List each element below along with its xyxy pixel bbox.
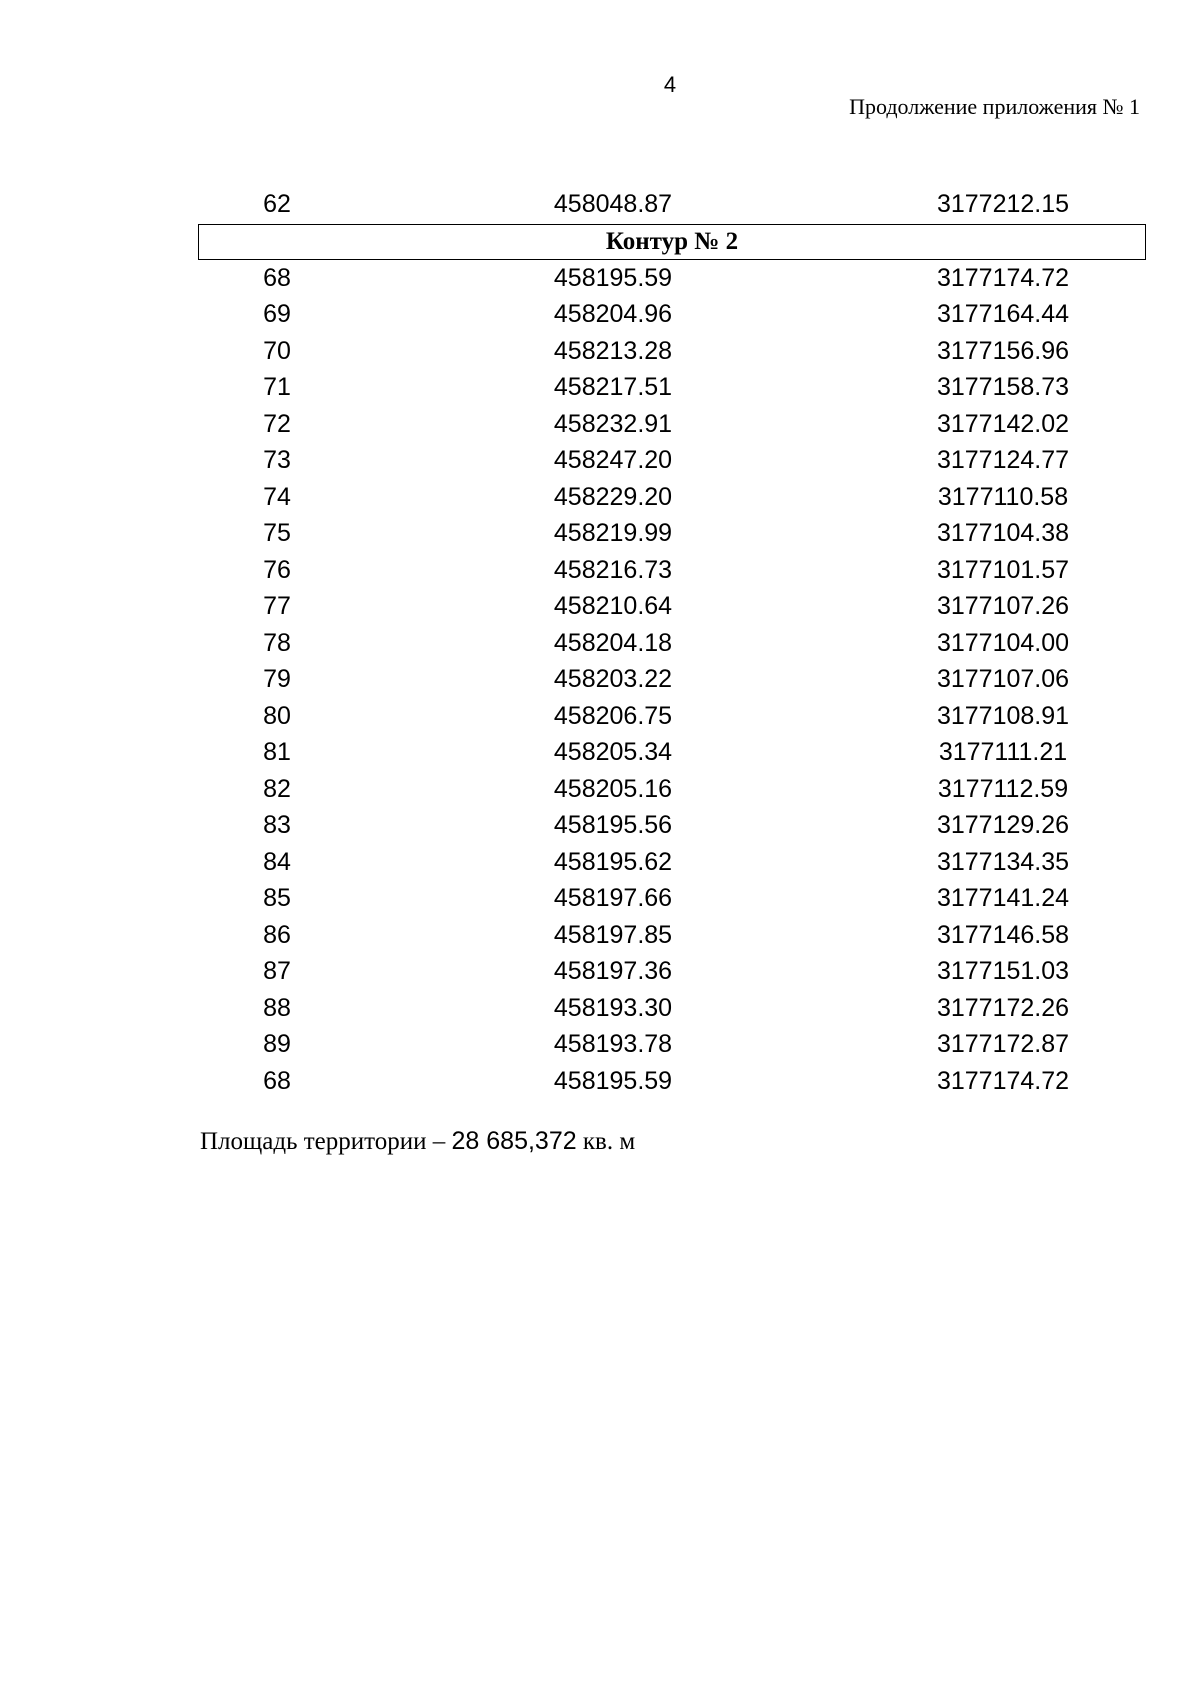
point-number: 88 [263,993,291,1022]
x-coordinate: 458193.78 [553,1030,673,1058]
x-coordinate: 458197.85 [553,920,673,949]
y-coordinate: 3177212.15 [936,190,1070,218]
table-row [198,296,1146,333]
table-row [198,588,1146,625]
point-number: 87 [263,957,291,985]
x-coordinate: 458205.16 [553,774,673,803]
point-number: 75 [263,519,291,547]
x-coordinate: 458203.22 [553,665,673,693]
x-coordinate: 458195.62 [553,847,673,876]
x-coordinate: 458210.64 [553,592,673,620]
point-number: 86 [263,920,291,949]
table-row [198,552,1146,589]
x-coordinate: 458204.96 [553,300,673,328]
area-label: Площадь территории – [200,1128,452,1155]
point-number: 62 [263,190,291,218]
page-number: 4 [663,72,677,97]
point-number: 85 [263,884,291,912]
x-coordinate: 458205.34 [553,738,673,766]
point-number: 70 [263,336,291,365]
table-row [198,917,1146,954]
x-coordinate: 458197.36 [553,957,673,985]
y-coordinate: 3177156.96 [936,336,1070,365]
point-number: 76 [263,555,291,584]
y-coordinate: 3177141.24 [936,884,1070,912]
point-number: 89 [263,1030,291,1058]
appendix-continuation-label: Продолжение приложения № 1 [849,94,1140,119]
table-row [198,771,1146,808]
table-row [198,807,1146,844]
table-row [198,953,1146,990]
point-number: 79 [263,665,291,693]
table-row [198,369,1146,406]
table-row [198,333,1146,370]
point-number: 78 [263,628,291,657]
y-coordinate: 3177124.77 [936,446,1070,474]
y-coordinate: 3177172.87 [936,1030,1070,1058]
x-coordinate: 458048.87 [553,190,673,218]
y-coordinate: 3177174.72 [936,1066,1070,1095]
table-row [198,406,1146,443]
y-coordinate: 3177172.26 [936,993,1070,1022]
contour-rows [198,260,1146,1100]
y-coordinate: 3177104.00 [936,628,1070,657]
table-row [198,515,1146,552]
table-row [198,990,1146,1027]
x-coordinate: 458217.51 [553,373,673,401]
point-number: 69 [263,300,291,328]
table-row [198,1026,1146,1063]
table-row [198,479,1146,516]
x-coordinate: 458219.99 [553,519,673,547]
area-value: 28 685,372 [451,1127,577,1155]
point-number: 68 [263,263,291,292]
table-row [198,1063,1146,1100]
y-coordinate: 3177111.21 [938,738,1068,766]
table-row [198,260,1146,297]
x-coordinate: 458193.30 [553,993,673,1022]
y-coordinate: 3177174.72 [936,263,1070,292]
y-coordinate: 3177146.58 [936,920,1070,949]
table-row [198,844,1146,881]
x-coordinate: 458197.66 [553,884,673,912]
point-number: 74 [263,482,291,511]
y-coordinate: 3177129.26 [936,811,1070,839]
table-row [198,698,1146,735]
point-number: 68 [263,1066,291,1095]
point-number: 73 [263,446,291,474]
territory-area [200,1127,635,1156]
y-coordinate: 3177142.02 [936,409,1070,438]
x-coordinate: 458216.73 [553,555,673,584]
point-number: 71 [263,373,291,401]
x-coordinate: 458204.18 [553,628,673,657]
point-number: 82 [263,774,291,803]
point-number: 83 [263,811,291,839]
table-row [198,625,1146,662]
point-number: 77 [263,592,291,620]
y-coordinate: 3177164.44 [936,300,1070,328]
point-number: 80 [263,701,291,730]
y-coordinate: 3177108.91 [936,701,1070,730]
y-coordinate: 3177107.26 [936,592,1070,620]
x-coordinate: 458229.20 [553,482,673,511]
x-coordinate: 458206.75 [553,701,673,730]
coordinates-table [198,186,1146,1099]
table-row [198,442,1146,479]
point-number: 81 [263,738,291,766]
x-coordinate: 458195.59 [553,1066,673,1095]
y-coordinate: 3177110.58 [937,482,1069,511]
y-coordinate: 3177151.03 [936,957,1070,985]
table-row [198,661,1146,698]
table-row [198,186,1146,223]
x-coordinate: 458232.91 [553,409,673,438]
table-row [198,880,1146,917]
y-coordinate: 3177158.73 [936,373,1070,401]
area-unit: кв. м [576,1128,636,1155]
y-coordinate: 3177107.06 [936,665,1070,693]
y-coordinate: 3177101.57 [936,555,1070,584]
contour-heading: Контур № 2 [198,224,1146,260]
x-coordinate: 458195.56 [553,811,673,839]
y-coordinate: 3177134.35 [936,847,1070,876]
point-number: 72 [263,409,291,438]
x-coordinate: 458213.28 [553,336,673,365]
x-coordinate: 458247.20 [553,446,673,474]
point-number: 84 [263,847,291,876]
table-row [198,734,1146,771]
y-coordinate: 3177112.59 [937,774,1069,803]
x-coordinate: 458195.59 [553,263,673,292]
y-coordinate: 3177104.38 [936,519,1070,547]
